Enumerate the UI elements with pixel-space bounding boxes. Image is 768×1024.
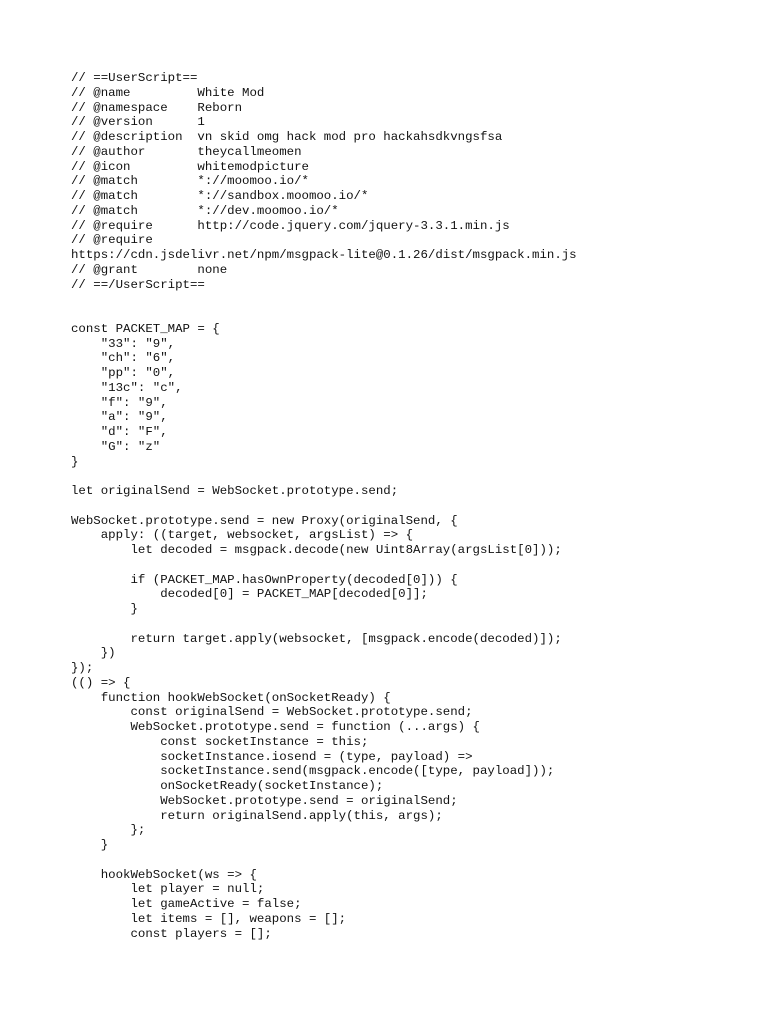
code-line: const PACKET_MAP = { <box>71 321 220 336</box>
code-line: let gameActive = false; <box>71 897 302 911</box>
code-line: const socketInstance = this; <box>71 734 369 749</box>
code-line: // @grant none <box>71 262 228 277</box>
code-line: // @name White Mod <box>71 85 265 100</box>
code-line: // @match *://moomoo.io/* <box>71 174 309 189</box>
code-line: https://cdn.jsdelivr.net/npm/msgpack-lite@0.1.26/dist/msgpack.min.js <box>71 248 577 262</box>
code-line: // @author theycallmeomen <box>71 144 302 159</box>
code-line: function hookWebSocket(onSocketReady) { <box>71 690 391 705</box>
code-line <box>71 617 577 632</box>
code-line: decoded[0] = PACKET_MAP[decoded[0]]; <box>71 587 428 602</box>
code-line: "13c": "c", <box>71 380 183 395</box>
code-line: const players = []; <box>71 926 272 941</box>
code-line: "G": "z" <box>71 439 161 454</box>
code-line: }); <box>71 661 94 675</box>
code-line <box>71 292 577 307</box>
code-line: return originalSend.apply(this, args); <box>71 808 443 823</box>
code-line: WebSocket.prototype.send = originalSend; <box>71 793 458 808</box>
code-line: // ==UserScript== <box>71 71 198 85</box>
code-line: (() => { <box>71 675 131 690</box>
code-block <box>71 71 577 941</box>
code-line: "f": "9", <box>71 395 168 410</box>
code-line: }) <box>71 646 116 661</box>
code-line: socketInstance.send(msgpack.encode([type, payload])); <box>71 764 555 779</box>
code-line: } <box>71 838 109 852</box>
code-line: } <box>71 602 138 616</box>
code-line: let player = null; <box>71 882 265 897</box>
code-line: // @icon whitemodpicture <box>71 159 309 174</box>
code-line: } <box>71 454 79 469</box>
code-line: }; <box>71 823 146 838</box>
code-line: "ch": "6", <box>71 351 176 366</box>
code-line: hookWebSocket(ws => { <box>71 867 257 882</box>
code-line: onSocketReady(socketInstance); <box>71 779 384 793</box>
code-line: // @require <box>71 233 153 248</box>
code-line: const originalSend = WebSocket.prototype.send; <box>71 705 473 720</box>
code-line: let decoded = msgpack.decode(new Uint8Array(argsList[0])); <box>71 543 562 557</box>
code-line: // @namespace Reborn <box>71 100 243 115</box>
code-line: // @match *://dev.moomoo.io/* <box>71 203 339 218</box>
code-line: "pp": "0", <box>71 366 176 380</box>
code-line: return target.apply(websocket, [msgpack.encode(decoded)]); <box>71 631 562 646</box>
code-line: "a": "9", <box>71 410 168 425</box>
code-line: // @description vn skid omg hack mod pro hackahsdkvngsfsa <box>71 130 503 144</box>
code-line: socketInstance.iosend = (type, payload) => <box>71 749 473 764</box>
code-line <box>71 469 577 484</box>
code-line <box>71 558 577 573</box>
code-line: "d": "F", <box>71 425 168 439</box>
code-line: "33": "9", <box>71 336 176 351</box>
code-line: // @version 1 <box>71 115 205 130</box>
code-line: let originalSend = WebSocket.prototype.send; <box>71 484 399 498</box>
code-line <box>71 499 577 514</box>
code-line: WebSocket.prototype.send = new Proxy(originalSend, { <box>71 513 458 528</box>
code-line: let items = [], weapons = []; <box>71 911 347 926</box>
code-line: // @match *://sandbox.moomoo.io/* <box>71 189 369 203</box>
code-line: apply: ((target, websocket, argsList) => { <box>71 528 414 543</box>
code-line: if (PACKET_MAP.hasOwnProperty(decoded[0])) { <box>71 572 458 587</box>
code-line: // @require http://code.jquery.com/jquery-3.3.1.min.js <box>71 218 510 233</box>
code-line: WebSocket.prototype.send = function (...args) { <box>71 720 480 734</box>
code-line <box>71 853 577 868</box>
code-line: // ==/UserScript== <box>71 277 205 292</box>
code-line <box>71 307 577 322</box>
